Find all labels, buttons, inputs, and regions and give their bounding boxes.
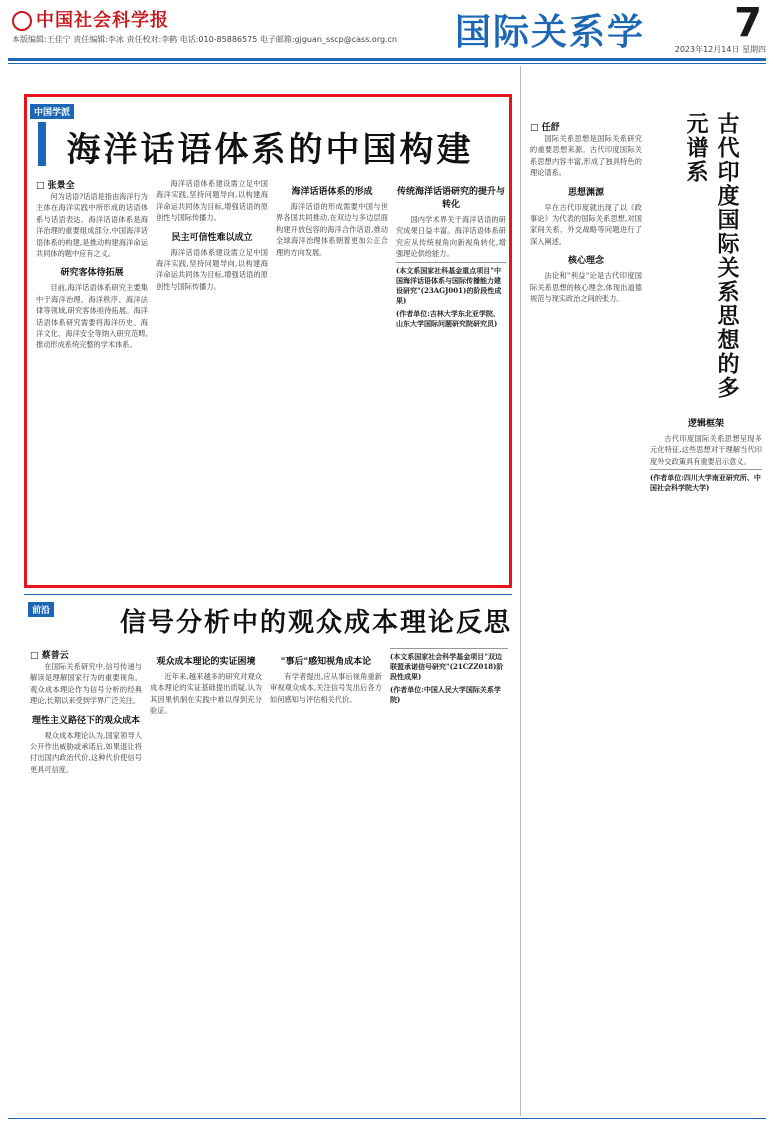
header-rule-thin bbox=[8, 63, 766, 64]
article3-body-3: 古代印度国际关系思想呈现多元化特征,这些思想对于理解当代印度外交政策具有重要启示意义。 bbox=[650, 434, 762, 466]
article2-body-2: 近年来,越来越多的研究对观众成本理论的实证基础提出质疑,认为其因果机制在实践中难以得到充分验证。 bbox=[150, 672, 262, 716]
issue-date: 2023年12月14日 星期四 bbox=[674, 45, 766, 54]
article2-lead: 在国际关系研究中,信号传递与解读是理解国家行为的重要视角。观众成本理论作为信号分析的经典理论,长期以来受到学界广泛关注。 bbox=[30, 662, 142, 706]
article3-subhead-2: 核心理念 bbox=[567, 256, 604, 267]
article1-lead: 何为话语?话语是指由海洋行为主体在海洋实践中所形成的话语体系与话语表达。海洋话语体系是海洋治理的重要组成部分,中国海洋话语体系的构建,是推动构建海洋命运共同体的题中应有之义。 bbox=[36, 192, 148, 259]
article3-byline: □ 任舒 bbox=[530, 123, 560, 133]
article1-col1 bbox=[36, 178, 148, 582]
article2-author-unit: (作者单位:中国人民大学国际关系学院) bbox=[390, 685, 501, 704]
newspaper-logo bbox=[12, 6, 169, 31]
article3-body-1: 早在古代印度就出现了以《政事论》为代表的国际关系思想,对国家间关系、外交战略等问题进行了深入阐述。 bbox=[530, 202, 642, 246]
article2-funding-note: (本文系国家社会科学基金项目"双边联盟承诺信号研究"(21CZZ018)阶段性成果) bbox=[390, 648, 508, 682]
article1-body-4: 国内学术界关于海洋话语的研究成果日益丰富。海洋话语体系研究应从传统视角向新视角转化,增强理论供给能力。 bbox=[396, 215, 506, 259]
article2-col1 bbox=[30, 648, 142, 1110]
article1-column-label: 中国学派 bbox=[30, 100, 74, 119]
column-divider bbox=[520, 66, 521, 1116]
page-number: 7 bbox=[734, 0, 762, 46]
article2-col4 bbox=[390, 648, 508, 1110]
article2-subhead-2: 观众成本理论的实证困境 bbox=[156, 657, 256, 667]
article1-body-3: 海洋话语的形成需要中国与世界各国共同推动,在双边与多边层面构建开放包容的海洋合作话语,推动全球海洋治理体系朝着更加公正合理的方向发展。 bbox=[276, 202, 388, 257]
article2-byline: □ 蔡普云 bbox=[30, 651, 69, 661]
article3-col2 bbox=[650, 410, 762, 1110]
article3-headline: 古代印度国际关系思想的多元谱系 bbox=[683, 112, 739, 400]
article1-subhead-3: 海洋话语体系的形成 bbox=[291, 187, 373, 197]
article2-rule bbox=[24, 594, 512, 595]
article1-subhead-2: 民主可信性难以成立 bbox=[171, 232, 253, 243]
article3-subhead-1: 思想渊源 bbox=[567, 187, 604, 198]
article3-col1 bbox=[530, 120, 642, 1110]
article3-author-unit: (作者单位:四川大学南亚研究所、中国社会科学院大学) bbox=[650, 469, 762, 493]
newspaper-name: 中国社会科学报 bbox=[36, 10, 169, 31]
article2-col2 bbox=[150, 648, 262, 1110]
article2-col3 bbox=[270, 648, 382, 1110]
article2-subhead-1: 理性主义路径下的观众成本 bbox=[31, 715, 140, 726]
article3-body-2: 法论和"利益"论是古代印度国际关系思想的核心理念,体现出道德规范与现实政治之间的张力。 bbox=[530, 271, 642, 304]
headline-accent-bar bbox=[38, 122, 46, 166]
article2-subhead-3: "事后"感知视角成本论 bbox=[280, 657, 372, 667]
article1-byline: □ 张景全 bbox=[36, 181, 75, 191]
article1-funding-note: (本文系国家社科基金重点项目"中国海洋话语体系与国际传播能力建设研究"(23AGJ001)的阶段性成果) bbox=[396, 262, 506, 306]
article3-lead: 国际关系思想是国际关系研究的重要思想来源。古代印度国际关系思想内容丰富,形成了独具特色的理论谱系。 bbox=[530, 134, 642, 178]
newspaper-seal-icon bbox=[12, 11, 32, 31]
article1-col4 bbox=[396, 178, 506, 582]
article2-column-label: 前沿 bbox=[28, 598, 54, 617]
section-title: 国际关系学 bbox=[455, 12, 646, 53]
article1-body-1: 目前,海洋话语体系研究主要集中于海洋治理、海洋秩序、海洋法律等领域,研究客体亟待拓展。海洋话语体系研究需要将海洋历史、海洋文化、海洋安全等纳入研究范畴,推动形成系统完整的学术体系。 bbox=[36, 283, 148, 350]
article1-headline: 海洋话语体系的中国构建 bbox=[66, 130, 474, 170]
article2-headline: 信号分析中的观众成本理论反思 bbox=[120, 608, 513, 638]
article2-body-1: 观众成本理论认为,国家领导人公开作出威胁或承诺后,如果退让将付出国内政治代价,这种代价使信号更具可信度。 bbox=[30, 730, 142, 774]
footer-rule bbox=[8, 1118, 766, 1119]
editor-info: 本版编辑:王佳宁 责任编辑:李冰 责任校对:李鹤 电话:010-85886575 电子邮箱:gjguan_sscp@cass.org.cn bbox=[12, 35, 398, 44]
article1-subhead-4: 传统海洋话语研究的提升与转化 bbox=[396, 187, 505, 210]
article1-body-2b: 海洋话语体系建设需立足中国海洋实践,坚持问题导向,以构建海洋命运共同体为目标,增强话语的原创性与国际传播力。 bbox=[156, 247, 268, 291]
article1-subhead-1: 研究客体待拓展 bbox=[60, 268, 124, 279]
article1-author-unit: (作者单位:吉林大学东北亚学院、山东大学国际问题研究院研究员) bbox=[396, 308, 500, 328]
article3-subhead-3: 逻辑框架 bbox=[687, 419, 724, 429]
article1-body-2: 海洋话语体系建设需立足中国海洋实践,坚持问题导向,以构建海洋命运共同体为目标,增强话语的原创性与国际传播力。 bbox=[156, 179, 268, 223]
article2-body-3: 有学者提出,应从事后视角重新审视观众成本,关注信号发出后各方如何感知与评估相关代价。 bbox=[270, 672, 382, 704]
article1-col2 bbox=[156, 178, 268, 582]
header-rule bbox=[8, 58, 766, 61]
article1-col3 bbox=[276, 178, 388, 582]
